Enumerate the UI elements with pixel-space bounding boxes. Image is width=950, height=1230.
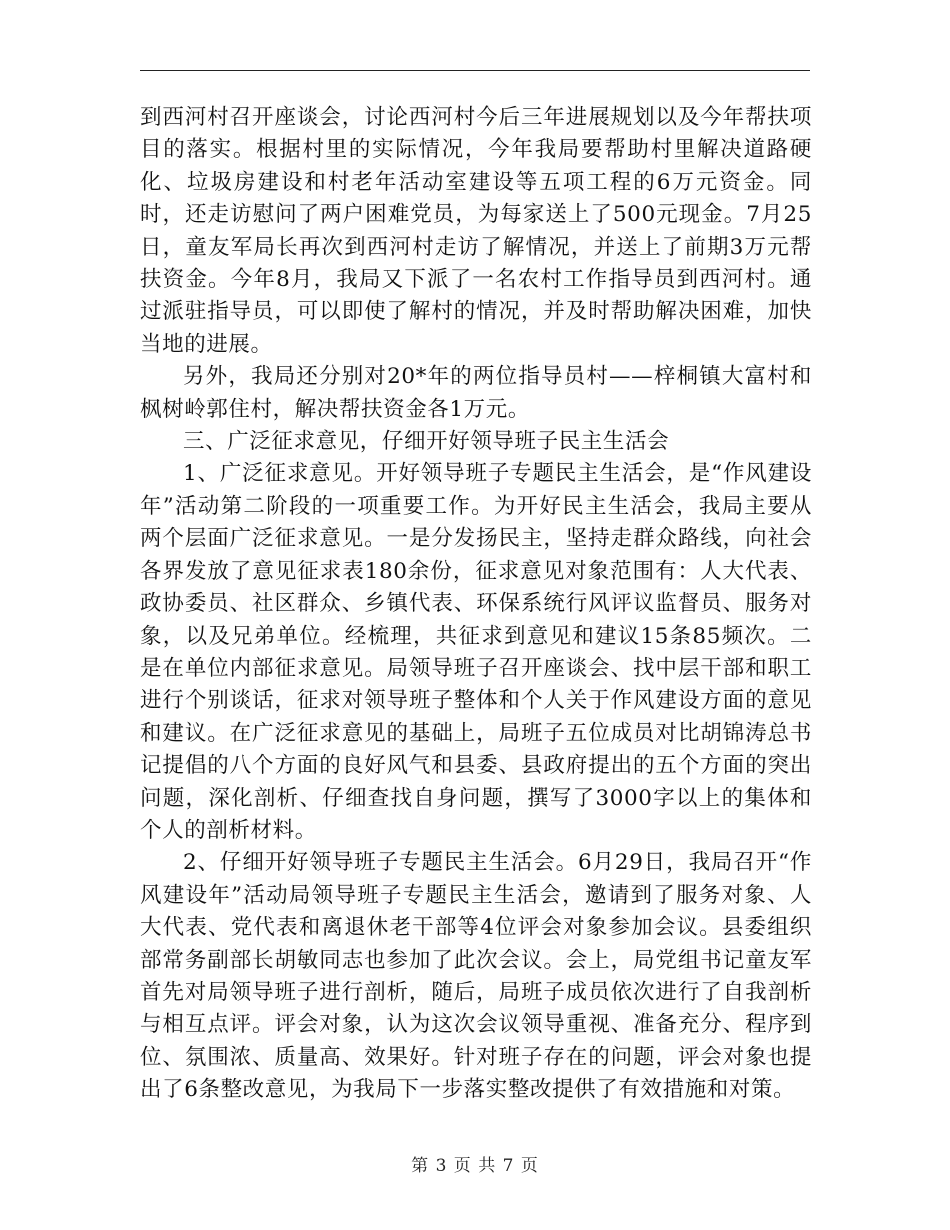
header-rule — [140, 70, 810, 71]
document-body — [140, 102, 812, 1107]
paragraph-democratic-meeting: 2、仔细开好领导班子专题民主生活会。6月29日，我局召开“作风建设年”活动局领导班子专题民主生活会，邀请到了服务对象、人大代表、党代表和离退休老干部等4位评会对象参加会议。县委组织部常务副部长胡敏同志也参加了此次会议。会上，局党组书记童友军首先对局领导班子进行剖析，随后，局班子成员依次进行了自我剖析与相互点评。评会对象，认为这次会议领导重视、准备充分、程序到位、氛围浓、质量高、效果好。针对班子存在的问题，评会对象也提出了6条整改意见，为我局下一步落实整改提供了有效措施和对策。 — [140, 850, 812, 1103]
section-heading-3: 三、广泛征求意见，仔细开好领导班子民主生活会 — [183, 429, 670, 455]
paragraph-additional-funding: 另外，我局还分别对20*年的两位指导员村——梓桐镇大富村和枫树岭郭住村，解决帮扶资金各1万元。 — [140, 364, 812, 422]
paragraph-solicit-opinions: 1、广泛征求意见。开好领导班子专题民主生活会，是“作风建设年”活动第二阶段的一项重要工作。为开好民主生活会，我局主要从两个层面广泛征求意见。一是分发扬民主，坚持走群众路线，向社会各界发放了意见征求表180余份，征求意见对象范围有：人大代表、政协委员、社区群众、乡镇代表、环保系统行风评议监督员、服务对象，以及兄弟单位。经梳理，共征求到意见和建议15条85频次。二是在单位内部征求意见。局领导班子召开座谈会、找中层干部和职工进行个别谈话，征求对领导班子整体和个人关于作风建设方面的意见和建议。在广泛征求意见的基础上，局班子五位成员对比胡锦涛总书记提倡的八个方面的良好风气和县委、县政府提出的五个方面的突出问题，深化剖析、仔细查找自身问题，撰写了3000字以上的集体和个人的剖析材料。 — [140, 461, 812, 843]
paragraph-continuation: 到西河村召开座谈会，讨论西河村今后三年进展规划以及今年帮扶项目的落实。根据村里的实际情况，今年我局要帮助村里解决道路硬化、垃圾房建设和村老年活动室建设等五项工程的6万元资金。同时，还走访慰问了两户困难党员，为每家送上了500元现金。7月25日，童友军局长再次到西河村走访了解情况，并送上了前期3万元帮扶资金。今年8月，我局又下派了一名农村工作指导员到西河村。通过派驻指导员，可以即使了解村的情况，并及时帮助解决困难，加快当地的进展。 — [140, 105, 812, 357]
page-number: 第 3 页 共 7 页 — [411, 1156, 539, 1176]
